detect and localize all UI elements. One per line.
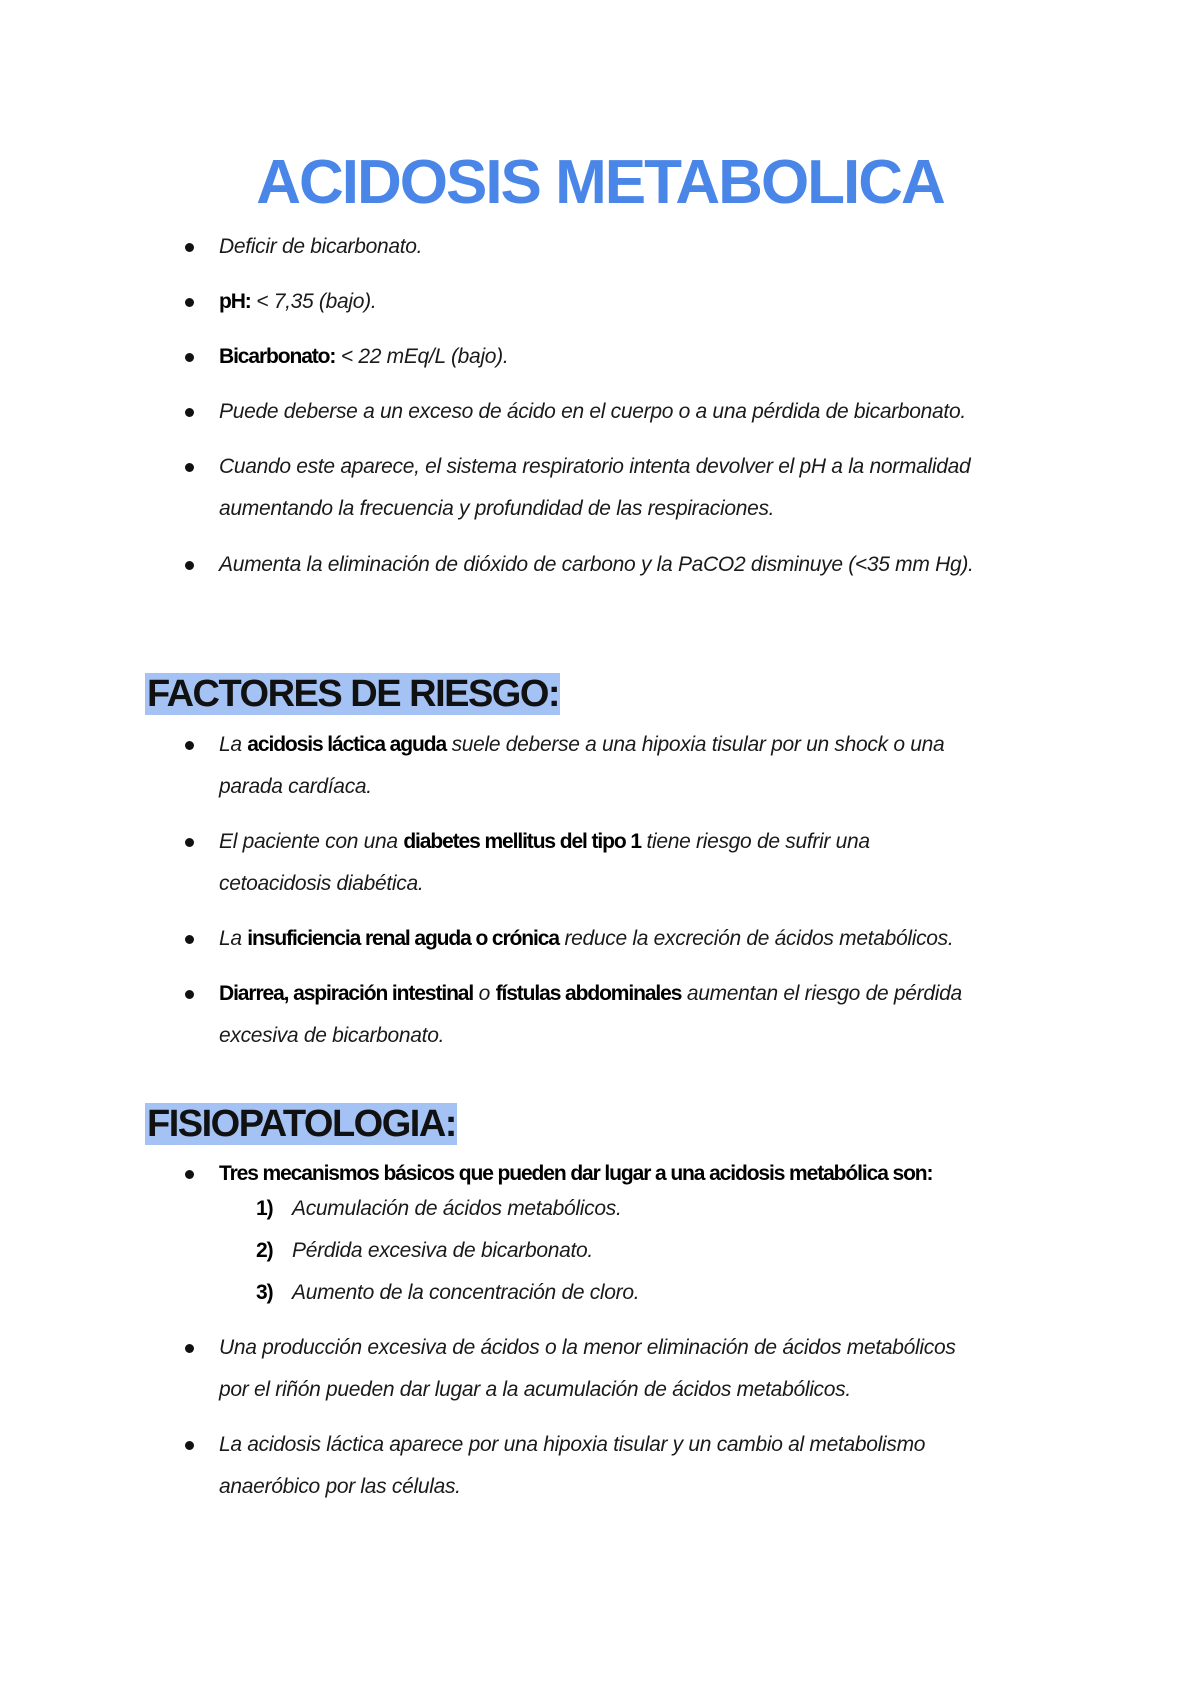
list-item: La acidosis láctica aparece por una hipoxia tisular y un cambio al metabolismo anaeróbico por las células.	[219, 1433, 926, 1498]
section-heading-factores: FACTORES DE RIESGO:	[147, 673, 560, 715]
bullet-icon	[185, 408, 194, 417]
item-text: < 7,35 (bajo).	[250, 290, 377, 313]
list-item: La acidosis láctica aguda suele deberse a una hipoxia tisular por un shock o una parada cardíaca.	[219, 733, 945, 798]
section-heading-fisiopatologia: FISIOPATOLOGIA:	[147, 1103, 456, 1145]
item-text: Cuando este aparece, el sistema respiratorio intenta devolver el pH a la normalidad	[219, 455, 971, 478]
item-bold-label: fístulas abdominales	[495, 982, 682, 1005]
page-title: ACIDOSIS METABOLICA	[256, 148, 944, 217]
bullet-icon	[185, 1170, 194, 1179]
numbered-item: 2) Pérdida excesiva de bicarbonato.	[256, 1239, 593, 1262]
item-bold-label: Diarrea, aspiración intestinal	[219, 982, 474, 1005]
numbered-item: 3) Aumento de la concentración de cloro.	[256, 1281, 640, 1304]
item-text: aumentando la frecuencia y profundidad de las respiraciones.	[219, 497, 775, 520]
bullet-icon	[185, 990, 194, 999]
item-bold-label: diabetes mellitus del tipo 1	[403, 830, 641, 853]
bullet-icon	[185, 838, 194, 847]
bullet-icon	[185, 298, 194, 307]
item-bold-label: insuficiencia renal aguda o crónica	[247, 927, 559, 950]
bullet-icon	[185, 243, 194, 252]
list-item: Diarrea, aspiración intestinal o fístulas abdominales aumentan el riesgo de pérdida excesiva de bicarbonato.	[219, 982, 962, 1047]
item-bold-label: Tres mecanismos básicos que pueden dar lugar a una acidosis metabólica son:	[219, 1162, 933, 1185]
bullet-icon	[185, 1441, 194, 1450]
item-bold-label: pH:	[219, 290, 251, 313]
list-item	[219, 336, 1079, 378]
list-item	[219, 281, 1079, 323]
bullet-icon	[185, 935, 194, 944]
list-item: El paciente con una diabetes mellitus del tipo 1 tiene riesgo de sufrir una cetoacidosis diabética.	[219, 830, 870, 895]
bullet-icon	[185, 561, 194, 570]
item-text: Puede deberse a un exceso de ácido en el cuerpo o a una pérdida de bicarbonato.	[219, 400, 966, 423]
numbered-item: 1) Acumulación de ácidos metabólicos.	[256, 1197, 622, 1220]
item-text: < 22 mEq/L (bajo).	[335, 345, 509, 368]
list-item	[219, 391, 1079, 433]
list-item	[219, 226, 1079, 268]
item-text: Deficir de bicarbonato.	[219, 235, 423, 258]
bullet-icon	[185, 741, 194, 750]
bullet-icon	[185, 353, 194, 362]
list-item	[219, 446, 1079, 530]
list-item: Una producción excesiva de ácidos o la menor eliminación de ácidos metabólicos por el riñón pueden dar lugar a la acumulación de ácidos metabólicos.	[219, 1336, 956, 1401]
item-text: Aumenta la eliminación de dióxido de carbono y la PaCO2 disminuye (<35 mm Hg).	[219, 553, 974, 576]
bullet-icon	[185, 463, 194, 472]
list-item	[219, 544, 1079, 586]
item-bold-label: acidosis láctica aguda	[247, 733, 447, 756]
bullet-icon	[185, 1344, 194, 1353]
item-bold-label: Bicarbonato:	[219, 345, 336, 368]
list-item: La insuficiencia renal aguda o crónica reduce la excreción de ácidos metabólicos.	[219, 927, 954, 950]
